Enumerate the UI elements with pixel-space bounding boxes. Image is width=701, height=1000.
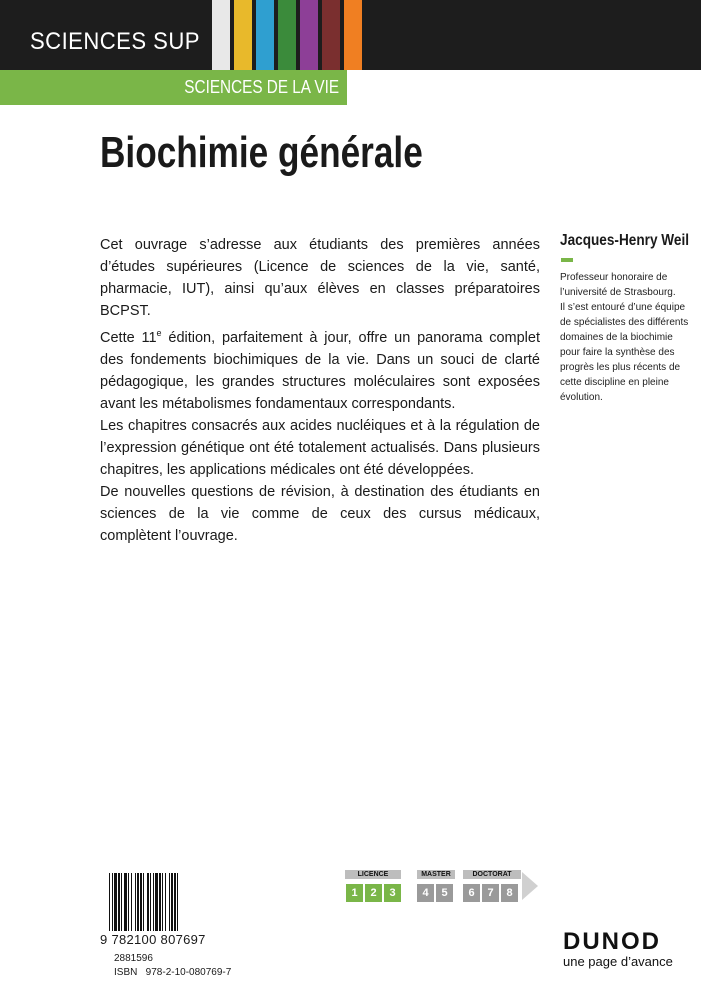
barcode-image xyxy=(108,873,214,931)
level-arrow-icon xyxy=(522,872,538,900)
level-number: 5 xyxy=(436,884,453,902)
color-stripe xyxy=(278,0,296,70)
level-number: 7 xyxy=(482,884,499,902)
edition-superscript: e xyxy=(156,328,162,338)
color-stripe xyxy=(300,0,318,70)
level-number: 2 xyxy=(365,884,382,902)
series-title: SCIENCES SUP xyxy=(30,28,200,55)
paragraph-prefix: Cette 11 xyxy=(100,329,157,346)
level-licence-label: LICENCE xyxy=(345,870,401,879)
book-description xyxy=(100,234,540,547)
bio-line: Professeur honoraire de xyxy=(560,272,668,283)
level-number: 8 xyxy=(501,884,518,902)
collection-label: SCIENCES DE LA VIE xyxy=(184,77,339,97)
bio-line: progrès les plus récents de xyxy=(560,362,681,373)
paragraph-text: édition, parfaitement à jour, offre un panorama complet des fondements biochimiques de la vie. Dans un souci de clarté pédagogique, les grandes structures moléculaires sont exposées avant les métabolismes fondamentaux correspondants. xyxy=(100,329,540,412)
product-codes xyxy=(114,952,231,980)
level-master-label: MASTER xyxy=(417,870,455,879)
description-paragraph xyxy=(100,322,540,415)
bio-line: cette discipline en pleine xyxy=(560,377,669,388)
bio-line: Il s’est entouré d’une équipe xyxy=(560,302,686,313)
author-accent-bar xyxy=(561,258,573,262)
description-paragraph: Les chapitres consacrés aux acides nucléiques et à la régulation de l’expression génétique ont été totalement actualisés. Dans plusieurs chapitres, les applications médicales ont été développées. xyxy=(100,417,540,478)
color-stripe xyxy=(234,0,252,70)
level-number: 4 xyxy=(417,884,434,902)
level-indicator xyxy=(345,870,545,906)
description-paragraph: Cet ouvrage s’adresse aux étudiants des premières années d’études supérieures (Licence de sciences de la vie, santé, pharmacie, IUT), ainsi qu’aux élèves en classes préparatoires BCPST. xyxy=(100,237,540,319)
bio-line: domaines de la biochimie xyxy=(560,332,673,343)
book-title: Biochimie générale xyxy=(100,128,423,177)
color-stripe xyxy=(212,0,230,70)
collection-banner xyxy=(0,70,347,105)
bio-line: évolution. xyxy=(560,392,603,403)
level-number: 6 xyxy=(463,884,480,902)
level-number: 1 xyxy=(346,884,363,902)
barcode-digits: 9 782100 807697 xyxy=(100,932,206,947)
publisher-tagline: une page d’avance xyxy=(563,954,673,969)
description-paragraph: De nouvelles questions de révision, à destination des étudiants en sciences de la vie comme de ceux des cursus médicaux, complètent l’ouvrage. xyxy=(100,483,540,544)
bio-line: pour faire la synthèse des xyxy=(560,347,675,358)
bio-line: l’université de Strasbourg. xyxy=(560,287,676,298)
internal-code: 2881596 xyxy=(114,953,153,964)
level-number: 3 xyxy=(384,884,401,902)
publisher-logo: DUNOD xyxy=(563,928,661,955)
color-stripe xyxy=(322,0,340,70)
author-bio xyxy=(560,270,690,405)
color-stripe xyxy=(256,0,274,70)
level-doctorat-label: DOCTORAT xyxy=(463,870,521,879)
author-name: Jacques-Henry Weil xyxy=(560,232,690,249)
color-stripe xyxy=(344,0,362,70)
bio-line: de spécialistes des différents xyxy=(560,317,689,328)
isbn-number: ISBN 978-2-10-080769-7 xyxy=(114,967,232,978)
